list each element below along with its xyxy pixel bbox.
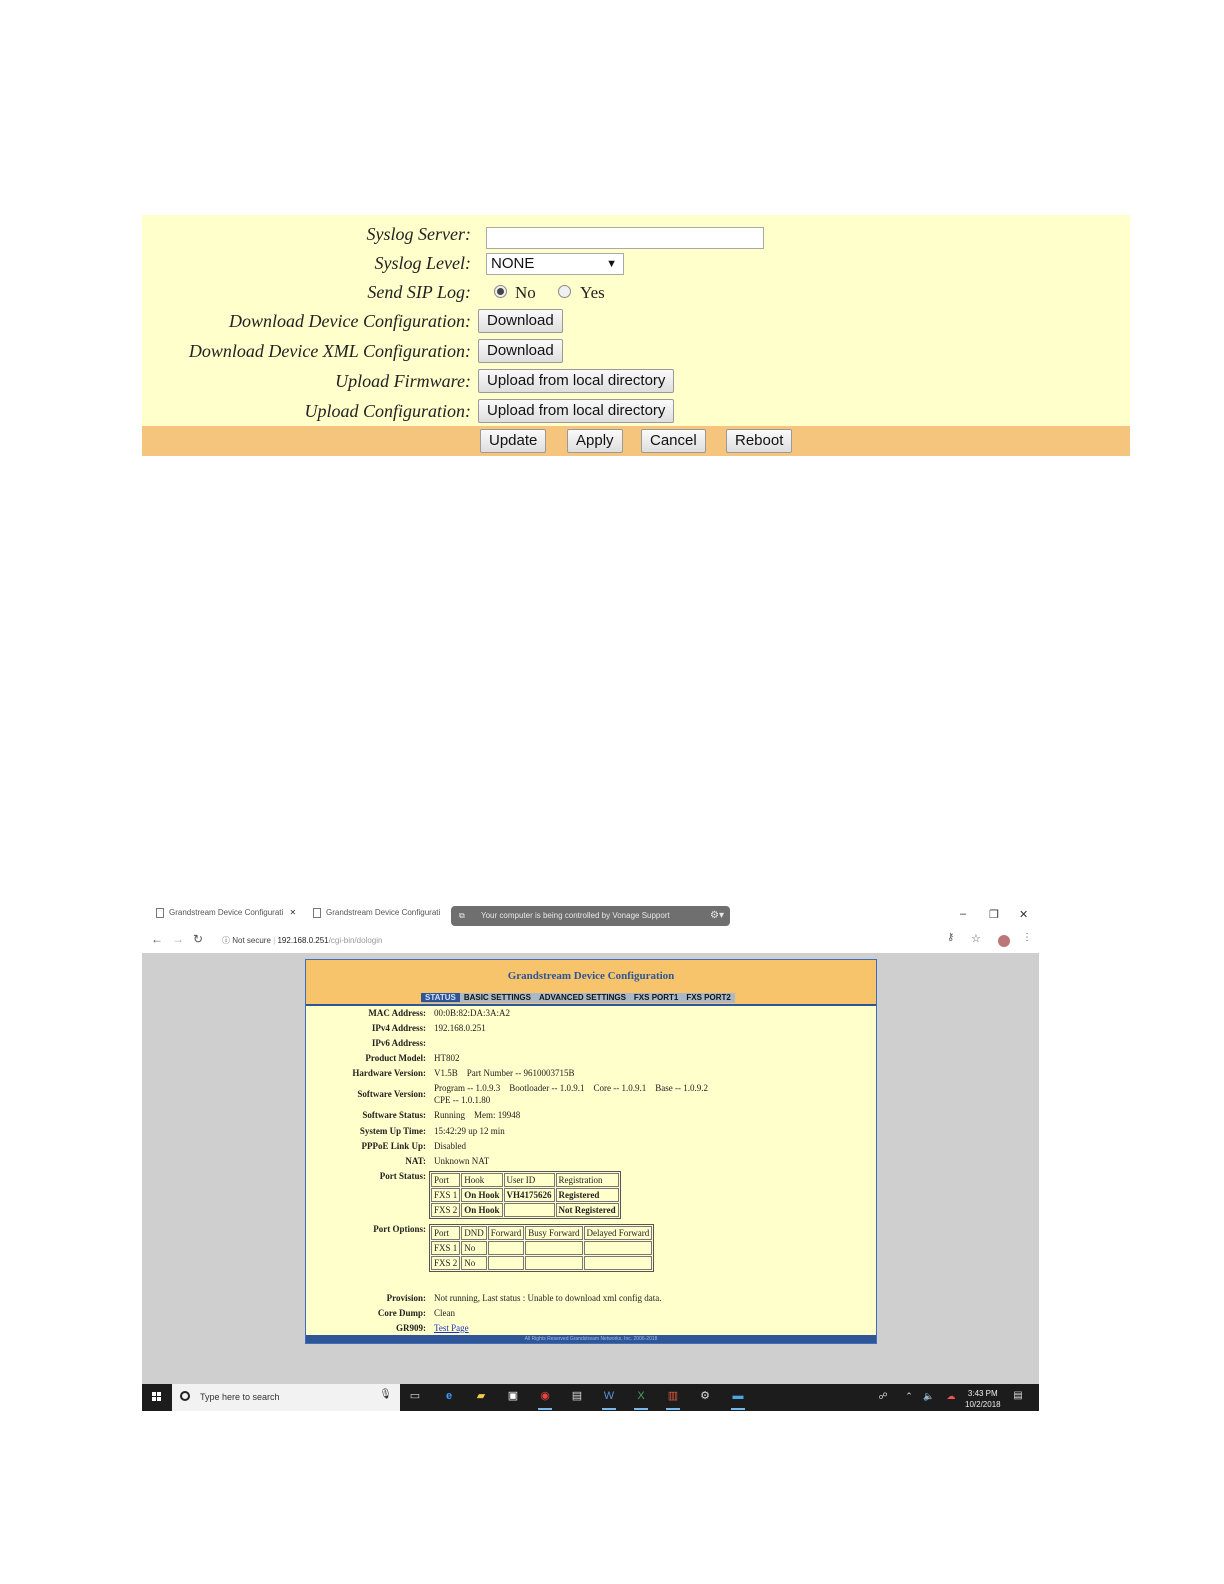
uptime-label: System Up Time: (359, 1126, 426, 1136)
table-header: Busy Forward (525, 1226, 582, 1240)
taskbar-search-placeholder: Type here to search (200, 1392, 280, 1402)
gr909-label: GR909: (396, 1323, 426, 1333)
ipv4-label: IPv4 Address: (371, 1023, 426, 1033)
table-row (431, 1203, 619, 1217)
browser-tab-1[interactable] (156, 908, 296, 918)
apply-button[interactable]: Apply (567, 429, 623, 453)
table-cell: VH4175626 (504, 1188, 555, 1202)
address-bar[interactable]: ⓘ Not secure | 192.168.0.251/cgi-bin/dologin (222, 936, 383, 945)
mac-address-value: 00:0B:82:DA:3A:A2 (434, 1008, 511, 1018)
send-sip-log-yes-radio[interactable] (558, 285, 571, 298)
forward-arrow-icon[interactable]: → (172, 932, 184, 946)
reboot-button[interactable]: Reboot (726, 429, 792, 453)
send-sip-log-no-radio[interactable] (494, 285, 507, 298)
pppoe-label: PPPoE Link Up: (361, 1141, 426, 1151)
action-bar (142, 426, 1130, 456)
update-button[interactable]: Update (480, 429, 546, 453)
document-icon (156, 908, 164, 918)
core-dump-value: Clean (434, 1308, 455, 1318)
table-header: User ID (504, 1173, 555, 1187)
avatar[interactable] (998, 935, 1010, 947)
download-xml-row (142, 336, 1130, 366)
restore-icon[interactable]: ❐ (989, 909, 999, 921)
microphone-icon[interactable]: 🎙 (379, 1389, 392, 1400)
pppoe-value: Disabled (434, 1141, 466, 1151)
syslog-server-input[interactable] (486, 227, 764, 249)
not-secure-label: Not secure (232, 936, 271, 945)
product-model-label: Product Model: (365, 1053, 426, 1063)
browser-tab-2[interactable] (313, 908, 440, 918)
url-path: /cgi-bin/dologin (328, 936, 383, 945)
table-row (431, 1256, 652, 1270)
tab-fxs-port1[interactable]: FXS PORT1 (633, 993, 679, 1002)
browser-window (142, 903, 1039, 1411)
active-indicator (538, 1408, 552, 1410)
test-page-link[interactable]: Test Page (434, 1323, 469, 1333)
software-status-value: Running Mem: 19948 (434, 1110, 521, 1120)
menu-icon[interactable]: ⋮ (1022, 932, 1032, 943)
excel-icon[interactable]: X (637, 1390, 645, 1402)
page-viewport (142, 953, 1039, 1384)
remote-app-icon[interactable]: ▬ (732, 1390, 744, 1402)
settings-icon[interactable]: ⚙ (700, 1390, 710, 1402)
table-cell: On Hook (461, 1188, 502, 1202)
remote-banner-text: Your computer is being controlled by Vonage Support (481, 911, 670, 920)
word-icon[interactable]: W (603, 1390, 615, 1402)
tab-fxs-port2[interactable]: FXS PORT2 (686, 993, 731, 1002)
provision-value: Not running, Last status : Unable to download xml config data. (434, 1293, 662, 1303)
send-sip-log-no-label: No (515, 283, 536, 302)
taskbar-clock[interactable] (965, 1388, 1001, 1410)
active-indicator (602, 1408, 616, 1410)
table-cell: No (461, 1241, 487, 1255)
close-window-icon[interactable]: ✕ (1019, 909, 1029, 921)
upload-firmware-button[interactable]: Upload from local directory (478, 369, 674, 393)
table-cell: FXS 1 (431, 1241, 460, 1255)
page-footer: All Rights Reserved Grandstream Networks, Inc. 2006-2018 (306, 1335, 876, 1343)
ipv6-label: IPv6 Address: (371, 1038, 426, 1048)
syslog-level-select[interactable] (486, 253, 624, 275)
syslog-level-value: NONE (491, 255, 535, 272)
port-options-table (429, 1224, 654, 1272)
upload-firmware-row (142, 366, 1130, 396)
pdf-icon[interactable]: ▥ (667, 1390, 679, 1402)
key-icon[interactable]: ⚷ (947, 932, 955, 943)
table-header: Port (431, 1173, 460, 1187)
people-icon[interactable]: ☍ (878, 1391, 888, 1401)
chrome-icon[interactable]: ◉ (540, 1390, 550, 1402)
uptime-value: 15:42:29 up 12 min (434, 1126, 505, 1136)
tab-basic-settings[interactable]: BASIC SETTINGS (463, 993, 531, 1002)
remote-screen-icon: ⧉ (459, 911, 465, 920)
download-config-row (142, 306, 1130, 336)
upload-firmware-label: Upload Firmware: (335, 371, 471, 391)
clock-time: 3:43 PM (967, 1389, 998, 1398)
star-icon[interactable]: ☆ (971, 933, 981, 945)
port-status-table (429, 1171, 621, 1219)
gs-nav (421, 993, 735, 1003)
cortana-icon (180, 1391, 190, 1401)
download-config-button[interactable]: Download (478, 309, 563, 333)
gs-header (306, 960, 876, 1004)
page-title: Grandstream Device Configuration (507, 970, 675, 982)
syslog-server-label: Syslog Server: (366, 224, 471, 244)
chevron-down-icon: ▼ (606, 258, 617, 270)
edge-icon[interactable]: e (445, 1390, 453, 1402)
table-header: DND (461, 1226, 487, 1240)
core-dump-label: Core Dump: (377, 1308, 426, 1318)
syslog-level-row (142, 248, 1130, 278)
download-xml-label: Download Device XML Configuration: (188, 341, 471, 361)
table-cell: FXS 2 (431, 1256, 460, 1270)
notifications-icon[interactable]: ▤ (1013, 1390, 1023, 1401)
chevron-up-icon[interactable]: ⌃ (905, 1391, 913, 1401)
close-icon[interactable]: ✕ (289, 908, 297, 918)
software-status-label: Software Status: (362, 1110, 426, 1120)
store-icon[interactable]: ▣ (507, 1390, 519, 1402)
active-indicator (634, 1408, 648, 1410)
download-config-label: Download Device Configuration: (229, 311, 471, 331)
document-icon (313, 908, 321, 918)
reload-icon[interactable]: ↻ (193, 932, 204, 946)
task-view-icon[interactable]: ▭ (409, 1390, 421, 1402)
remote-control-banner (451, 906, 730, 926)
table-cell (584, 1241, 653, 1255)
product-model-value: HT802 (434, 1053, 460, 1063)
clock-date: 10/2/2018 (965, 1400, 1001, 1409)
active-indicator (731, 1408, 745, 1410)
gear-icon[interactable]: ⚙▾ (710, 910, 724, 921)
software-version-label: Software Version: (357, 1089, 426, 1099)
url-host: 192.168.0.251 (277, 936, 329, 945)
nat-label: NAT: (405, 1156, 426, 1166)
taskbar-search[interactable] (172, 1384, 400, 1411)
send-sip-log-yes-label: Yes (580, 283, 605, 302)
hardware-version-value: V1.5B Part Number -- 9610003715B (434, 1068, 575, 1078)
tab-advanced-settings[interactable]: ADVANCED SETTINGS (538, 993, 626, 1002)
table-cell: FXS 1 (431, 1188, 460, 1202)
tab-strip (142, 903, 1039, 929)
file-explorer-icon[interactable]: ▰ (476, 1390, 486, 1402)
provision-label: Provision: (386, 1293, 426, 1303)
start-button[interactable] (142, 1384, 172, 1411)
info-icon: ⓘ (222, 936, 230, 945)
table-header-row (431, 1226, 652, 1240)
syslog-config-panel (142, 215, 1130, 456)
table-header: Port (431, 1226, 460, 1240)
table-cell: On Hook (461, 1203, 502, 1217)
send-sip-log-row (142, 277, 1130, 307)
table-cell: No (461, 1256, 487, 1270)
address-bar-row (142, 929, 1039, 953)
table-header: Delayed Forward (584, 1226, 653, 1240)
cancel-button[interactable]: Cancel (641, 429, 706, 453)
windows-icon (142, 1384, 172, 1411)
table-cell (488, 1241, 525, 1255)
upload-config-row (142, 396, 1130, 426)
syslog-server-row (142, 219, 1130, 249)
table-cell: Registered (556, 1188, 619, 1202)
port-options-label: Port Options: (373, 1224, 426, 1234)
upload-config-label: Upload Configuration: (304, 401, 471, 421)
software-version-line2: CPE -- 1.0.1.80 (434, 1095, 491, 1105)
table-row (431, 1241, 652, 1255)
table-cell (488, 1256, 525, 1270)
tab-status[interactable]: STATUS (421, 993, 460, 1002)
mac-address-label: MAC Address: (368, 1008, 426, 1018)
browser-tab-2-label: Grandstream Device Configurati (326, 908, 441, 918)
table-cell: Not Registered (556, 1203, 619, 1217)
upload-config-button[interactable]: Upload from local directory (478, 399, 674, 423)
active-indicator (666, 1408, 680, 1410)
minimize-icon[interactable]: – (960, 908, 967, 920)
browser-tab-1-label: Grandstream Device Configurati (169, 908, 284, 918)
terminal-icon[interactable]: ▤ (571, 1390, 583, 1402)
network-icon[interactable]: ☁ (946, 1391, 956, 1401)
send-sip-log-label: Send SIP Log: (367, 282, 471, 302)
table-row (431, 1188, 619, 1202)
table-cell (525, 1256, 582, 1270)
syslog-level-label: Syslog Level: (374, 253, 471, 273)
table-header: Forward (488, 1226, 525, 1240)
nat-value: Unknown NAT (434, 1156, 490, 1166)
hardware-version-label: Hardware Version: (352, 1068, 426, 1078)
table-header: Registration (556, 1173, 619, 1187)
software-version-line1: Program -- 1.0.9.3 Bootloader -- 1.0.9.1 Core -- 1.0.9.1 Base -- 1.0.9.2 (434, 1083, 708, 1093)
port-status-label: Port Status: (379, 1171, 426, 1181)
divider (306, 1004, 876, 1006)
volume-icon[interactable]: 🔈 (923, 1391, 935, 1401)
back-arrow-icon[interactable]: ← (151, 932, 163, 946)
table-cell (525, 1241, 582, 1255)
table-header: Hook (461, 1173, 502, 1187)
table-cell (584, 1256, 653, 1270)
table-header-row (431, 1173, 619, 1187)
taskbar (142, 1384, 1039, 1411)
download-xml-button[interactable]: Download (478, 339, 563, 363)
table-cell (504, 1203, 555, 1217)
table-cell: FXS 2 (431, 1203, 460, 1217)
grandstream-config-page (305, 959, 877, 1344)
ipv4-value: 192.168.0.251 (434, 1023, 486, 1033)
